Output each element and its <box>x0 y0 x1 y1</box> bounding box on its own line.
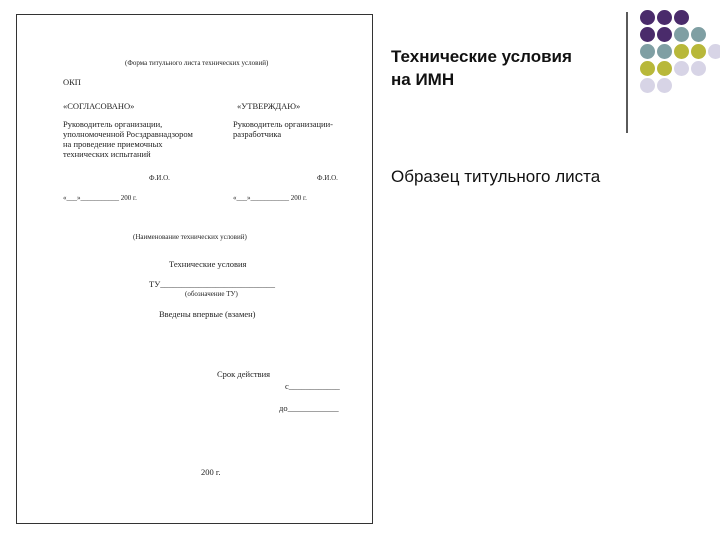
validity-to: до____________ <box>279 403 339 413</box>
slide-title-line-2: на ИМН <box>391 70 455 89</box>
validity-label: Срок действия <box>217 369 271 379</box>
year-label: 200 г. <box>201 467 221 477</box>
right-organization: Руководитель организации- разработчика <box>233 119 333 139</box>
decor-dot <box>657 27 672 42</box>
decor-dot <box>674 61 689 76</box>
left-organization: Руководитель организации, уполномоченной Росздравнадзором на проведение приемочных технических испытаний <box>63 119 193 159</box>
decor-dot <box>657 78 672 93</box>
okp-label: ОКП <box>63 77 81 87</box>
approved-label: «УТВЕРЖДАЮ» <box>237 101 301 111</box>
fio-right: Ф.И.О. <box>317 174 338 182</box>
decor-dot <box>640 10 655 25</box>
decorative-dot-grid <box>630 8 720 128</box>
fio-left: Ф.И.О. <box>149 174 170 182</box>
decor-dot <box>657 61 672 76</box>
tu-note: (обозначение ТУ) <box>185 290 238 298</box>
decor-dot <box>657 44 672 59</box>
decor-dot <box>640 44 655 59</box>
spec-title: Технические условия <box>169 259 247 269</box>
slide-title-line-1: Технические условия <box>391 47 572 66</box>
decor-dot <box>640 27 655 42</box>
slide-subtitle: Образец титульного листа <box>391 167 601 186</box>
decor-dot <box>708 44 720 59</box>
vertical-divider <box>626 12 628 133</box>
decor-dot <box>691 44 706 59</box>
decor-dot <box>691 27 706 42</box>
decor-dot <box>674 10 689 25</box>
date-left: «___»___________ 200 г. <box>63 194 137 202</box>
decor-dot <box>657 10 672 25</box>
agreed-label: «СОГЛАСОВАНО» <box>63 101 135 111</box>
slide-title <box>391 45 621 91</box>
form-caption: (Форма титульного листа технических условий) <box>125 59 269 67</box>
product-name-caption: (Наименование технических условий) <box>133 233 247 241</box>
date-right: «___»___________ 200 г. <box>233 194 307 202</box>
decor-dot <box>691 61 706 76</box>
decor-dot <box>674 44 689 59</box>
decor-dot <box>640 61 655 76</box>
tu-line: ТУ___________________________ <box>149 279 275 289</box>
decor-dot <box>674 27 689 42</box>
decor-dot <box>640 78 655 93</box>
introduced-label: Введены впервые (взамен) <box>159 309 256 319</box>
title-page-image <box>16 14 373 524</box>
validity-from: с____________ <box>285 381 340 391</box>
